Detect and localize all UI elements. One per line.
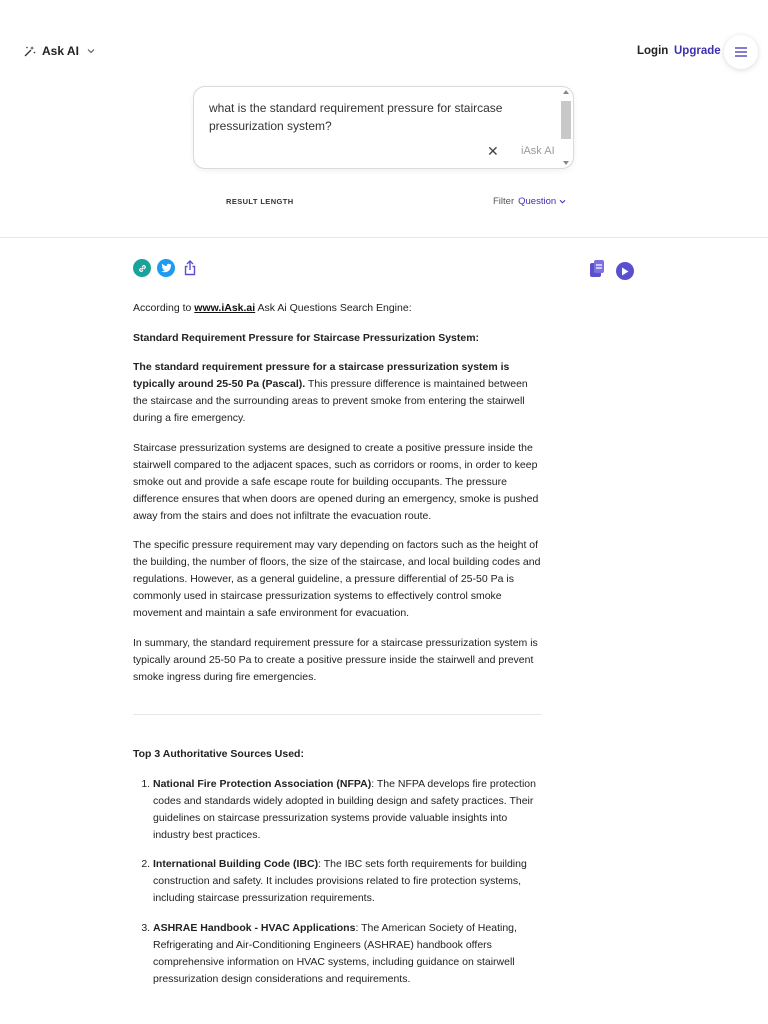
- chevron-down-icon: [87, 48, 95, 54]
- menu-button[interactable]: [724, 35, 758, 69]
- answer-intro: [133, 300, 543, 317]
- source-title: National Fire Protection Association (NFPA): [153, 777, 372, 790]
- filter-control: [493, 196, 566, 207]
- iask-link[interactable]: www.iAsk.ai: [194, 302, 256, 314]
- answer-highlight: The standard requirement pressure for a staircase pressurization system is typically around 25-50 Pa (Pascal).: [133, 361, 510, 390]
- filter-label: Filter: [493, 196, 515, 207]
- play-icon[interactable]: [616, 262, 634, 280]
- answer-paragraph: Staircase pressurization systems are designed to create a positive pressure inside the stairwell compared to the adjacent spaces, such as corridors or rooms, in order to keep smoke out and provide a safe escape route for building occupants. The pressure difference ensures that when doors are opened during an emergency, smoke is pushed away from the stairs and does not infiltrate the evacuation route.: [133, 441, 539, 522]
- play-triangle-icon: [621, 267, 629, 276]
- share-toolbar: [133, 259, 199, 277]
- source-text: : The IBC sets forth requirements for building construction and safety. It includes provisions related to fire protection systems, including staircase pressurization requirements.: [153, 858, 527, 904]
- source-item: [153, 856, 543, 907]
- link-glyph-icon: [137, 263, 148, 274]
- share-glyph-icon: [183, 260, 197, 276]
- scroll-up-arrow-icon[interactable]: [563, 90, 569, 94]
- top-bar: [0, 0, 768, 90]
- filter-dropdown[interactable]: [518, 196, 566, 207]
- intro-prefix: According to: [133, 302, 195, 314]
- source-title: ASHRAE Handbook - HVAC Applications: [153, 921, 356, 934]
- source-text: : The American Society of Heating, Refrigerating and Air-Conditioning Engineers (ASHRAE) handbook offers comprehensive information on HVAC systems, including guidance on stairwell pressurization design considerations and requirements.: [153, 921, 517, 985]
- sources-heading: Top 3 Authoritative Sources Used:: [133, 748, 304, 760]
- sources-section: [133, 746, 543, 1000]
- divider: [133, 714, 541, 715]
- source-text: : The NFPA develops fire protection codes and standards widely adopted in building design and safety practices. Their guidelines on staircase pressurization systems provide valuable insights into industry best practices.: [153, 777, 536, 841]
- login-link[interactable]: Login: [637, 45, 669, 57]
- source-item: [153, 776, 543, 844]
- action-toolbar: [588, 259, 634, 283]
- magic-wand-icon: [24, 45, 36, 57]
- ask-button[interactable]: iAsk AI: [521, 145, 555, 157]
- brand-label: Ask AI: [42, 44, 79, 58]
- upgrade-link[interactable]: Upgrade: [674, 45, 721, 57]
- hamburger-icon: [735, 47, 747, 57]
- clear-button[interactable]: ✕: [487, 143, 499, 159]
- textarea-scrollbar[interactable]: [561, 89, 571, 166]
- answer-summary: In summary, the standard requirement pressure for a staircase pressurization system is typically around 25-50 Pa to create a positive pressure inside the stairwell and prevent smoke ingress during fire emergencies.: [133, 636, 538, 683]
- bird-glyph-icon: [161, 263, 172, 273]
- answer-paragraph: The specific pressure requirement may vary depending on factors such as the height of the building, the number of floors, the size of the staircase, and local building codes and regulations. However, as a general guideline, a pressure differential of 25-50 Pa is commonly used in staircase pressurization systems to effectively control smoke movement and maintain a safe environment for evacuation.: [133, 539, 541, 619]
- source-title: International Building Code (IBC): [153, 858, 319, 870]
- answer-content: [133, 300, 543, 698]
- result-length-label[interactable]: RESULT LENGTH: [226, 197, 294, 206]
- copy-icon[interactable]: [588, 259, 606, 283]
- chevron-down-icon: [559, 199, 566, 204]
- source-item: [153, 920, 543, 988]
- twitter-icon[interactable]: [157, 259, 175, 277]
- sources-list: [133, 776, 543, 988]
- answer-heading-text: Standard Requirement Pressure for Staircase Pressurization System:: [133, 331, 480, 344]
- scroll-down-arrow-icon[interactable]: [563, 161, 569, 165]
- filter-value: Question: [518, 196, 557, 207]
- answer-heading: [133, 330, 543, 347]
- search-input[interactable]: what is the standard requirement pressure for staircase pressurization system?: [209, 101, 503, 133]
- intro-suffix: Ask Ai Questions Search Engine:: [255, 302, 412, 314]
- ask-ai-dropdown[interactable]: [24, 44, 95, 58]
- answer-paragraph: [133, 359, 543, 427]
- scroll-thumb[interactable]: [561, 101, 571, 139]
- divider: [0, 237, 768, 238]
- search-box[interactable]: [193, 86, 574, 169]
- clipboard-glyph-icon: [588, 259, 606, 278]
- answer-paragraph-text: This pressure difference is maintained between the staircase and the surrounding areas to prevent smoke from entering the stairwell during a fire emergency.: [133, 378, 528, 424]
- share-icon[interactable]: [181, 259, 199, 277]
- link-icon[interactable]: [133, 259, 151, 277]
